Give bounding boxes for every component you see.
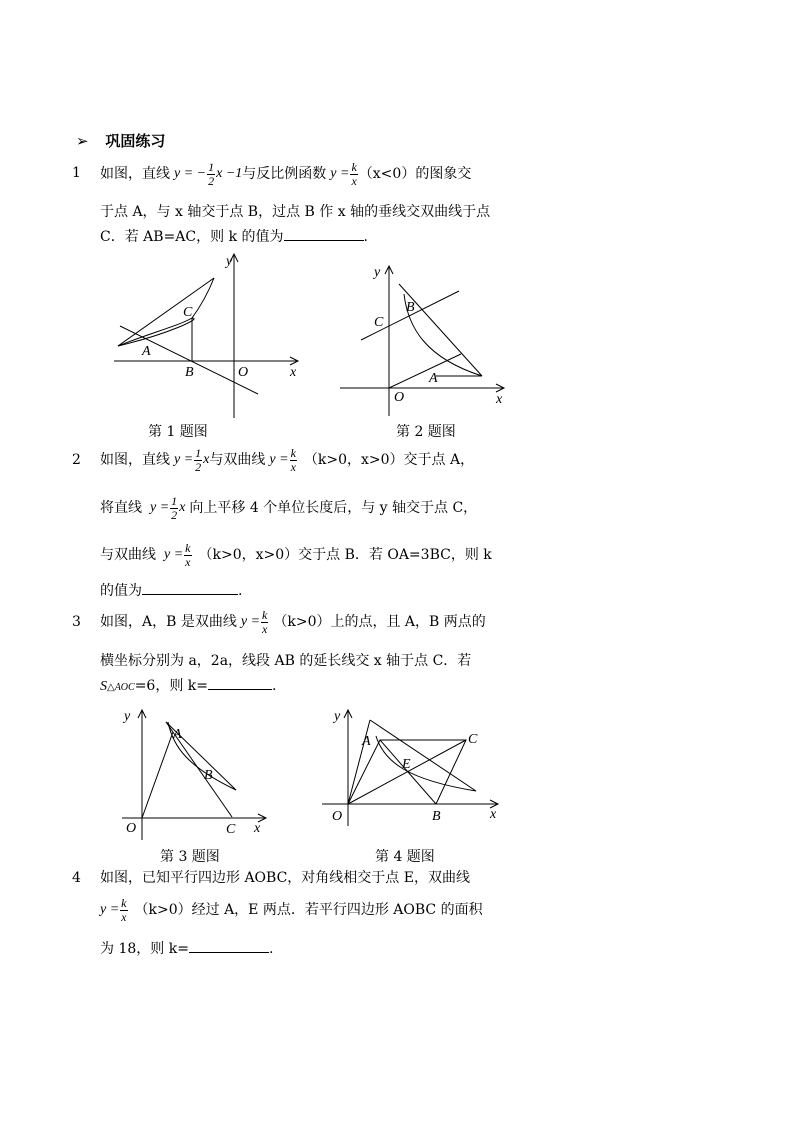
q4-line1: 如图，已知平行四边形 AOBC，对角线相交于点 E，双曲线 <box>100 870 470 886</box>
q2-line3-text: 与双曲线 <box>100 547 156 563</box>
fig2-label-y: y <box>374 265 381 280</box>
fig1-label-y: y <box>226 254 233 269</box>
q1-eq-b: y = <box>330 166 350 181</box>
q2-line3-eq: y = <box>164 547 184 562</box>
fig1-label-o: O <box>238 365 249 380</box>
fig2-caption: 第 2 题图 <box>396 424 456 440</box>
q4-period: . <box>268 941 274 957</box>
q1-line3 <box>100 226 368 247</box>
fig1-line-ab <box>120 326 258 394</box>
fig2-label-a: A <box>429 371 438 386</box>
fig3-label-x: x <box>254 821 261 836</box>
section-header <box>76 131 165 151</box>
q2-line2-eq-tail: x <box>179 500 186 515</box>
fig4-line-left <box>348 720 370 804</box>
fig3-segment-oa <box>142 732 173 818</box>
q2-line2-text: 将直线 <box>100 500 142 516</box>
q3-text2: （k>0）上的点，且 A，B 两点的 <box>273 614 486 630</box>
section-title: 巩固练习 <box>105 132 166 150</box>
q1-period: . <box>363 229 368 245</box>
q1-line3-text: C．若 AB=AC，则 k 的值为 <box>100 229 284 245</box>
fig1-label-x: x <box>290 365 297 380</box>
q3-area-sub: △AOC <box>107 682 135 693</box>
fig2-label-o: O <box>394 390 405 405</box>
q1-number: 1 <box>72 165 81 181</box>
fig3-label-y: y <box>124 709 131 724</box>
q3-line1 <box>100 603 486 641</box>
q2-text2: 与双曲线 <box>209 452 266 468</box>
fig4-label-b: B <box>432 809 441 824</box>
q2-eq-a-tail: x <box>203 452 210 467</box>
fig3-caption: 第 3 题图 <box>160 849 220 865</box>
fig1-label-a: A <box>142 344 151 359</box>
fig1-label-c: C <box>183 305 193 320</box>
q2-frac-b: $\frac{k}{x}$ <box>290 445 296 474</box>
q2-eq-a: y = <box>174 452 194 467</box>
q4-eq: y = <box>100 902 120 917</box>
fig2-line-oa <box>389 354 461 388</box>
q1-answer-blank <box>284 226 364 241</box>
q1-line2: 于点 A，与 x 轴交于点 B，过点 B 作 x 轴的垂线交双曲线于点 <box>100 204 491 220</box>
fig4-label-y: y <box>334 709 341 724</box>
fig1-label-b: B <box>185 365 194 380</box>
q2-number: 2 <box>72 452 81 468</box>
fig4-hyperbola <box>376 736 476 791</box>
q2-text3: （k>0，x>0）交于点 A， <box>303 452 475 468</box>
figure-2 <box>336 258 512 418</box>
q3-line3-text: =6，则 k= <box>134 678 209 694</box>
q2-line2 <box>100 489 477 527</box>
q4-answer-blank <box>189 938 269 953</box>
fig4-label-x: x <box>490 807 497 822</box>
fig4-label-a: A <box>362 734 371 749</box>
q3-number: 3 <box>72 614 81 630</box>
q2-period: . <box>238 583 243 599</box>
q2-line3 <box>100 536 492 574</box>
fig4-label-e: E <box>402 757 411 772</box>
q2-eq-b: y = <box>269 452 289 467</box>
q3-frac: $\frac{k}{x}$ <box>262 607 268 636</box>
q1-text2: 与反比例函数 <box>242 166 327 182</box>
figure-3 <box>118 702 270 842</box>
arrow-bullet-icon: ➢ <box>76 132 89 150</box>
fig2-line-outer <box>399 284 482 376</box>
q1-eq-a: y = − <box>174 166 207 181</box>
fig2-label-c: C <box>374 315 384 330</box>
q2-line3-text2: （k>0，x>0）交于点 B．若 OA=3BC，则 k <box>198 547 492 563</box>
fig3-label-b: B <box>204 768 213 783</box>
q2-line3-frac: $\frac{k}{x}$ <box>185 540 191 569</box>
q3-eq: y = <box>240 614 261 629</box>
fig1-caption: 第 1 题图 <box>148 424 208 440</box>
q3-answer-blank <box>208 675 272 690</box>
q2-line1 <box>100 441 474 479</box>
figure-1 <box>108 248 308 423</box>
q1-text: 如图，直线 <box>100 166 170 182</box>
q4-line2 <box>100 891 483 929</box>
q1-frac-a: $\frac{1}{2}$ <box>208 159 215 188</box>
q4-frac: $\frac{k}{x}$ <box>121 895 127 924</box>
fig3-label-a: A <box>173 727 182 742</box>
q2-text: 如图，直线 <box>100 452 170 468</box>
fig1-line-top <box>118 278 214 346</box>
q2-line2-text2: 向上平移 4 个单位长度后，与 y 轴交于点 C， <box>189 500 478 516</box>
q1-text3: （x<0）的图象交 <box>358 166 472 182</box>
figure-4 <box>318 702 504 842</box>
q3-area-s: S <box>100 679 107 694</box>
fig3-label-o: O <box>126 821 137 836</box>
q1-line1 <box>100 155 471 193</box>
q2-line2-frac: $\frac{1}{2}$ <box>171 493 178 522</box>
q2-answer-blank <box>142 580 238 595</box>
q4-line3-text: 为 18，则 k= <box>100 941 189 957</box>
fig4-label-c: C <box>468 732 478 747</box>
q4-number: 4 <box>72 870 81 886</box>
q2-line4 <box>100 580 242 601</box>
fig3-label-c: C <box>226 822 236 837</box>
q3-line2: 横坐标分别为 a，2a，线段 AB 的延长线交 x 轴于点 C．若 <box>100 653 472 669</box>
q4-text2: （k>0）经过 A，E 两点．若平行四边形 AOBC 的面积 <box>134 902 483 918</box>
q3-text: 如图，A，B 是双曲线 <box>100 614 237 630</box>
fig4-label-o: O <box>332 809 343 824</box>
q1-frac-b: $\frac{k}{x}$ <box>351 159 357 188</box>
q1-eq-a-tail: x −1 <box>216 166 243 181</box>
fig4-caption: 第 4 题图 <box>375 849 435 865</box>
fig2-label-x: x <box>496 392 503 407</box>
q2-frac-a: $\frac{1}{2}$ <box>195 445 202 474</box>
q2-line2-eq: y = <box>150 500 170 515</box>
q2-line4-text: 的值为 <box>100 583 142 599</box>
q3-period: . <box>272 678 277 694</box>
fig4-line-top <box>370 720 476 791</box>
fig2-label-b: B <box>406 300 415 315</box>
q4-line3 <box>100 938 273 959</box>
q3-line3 <box>100 675 276 698</box>
